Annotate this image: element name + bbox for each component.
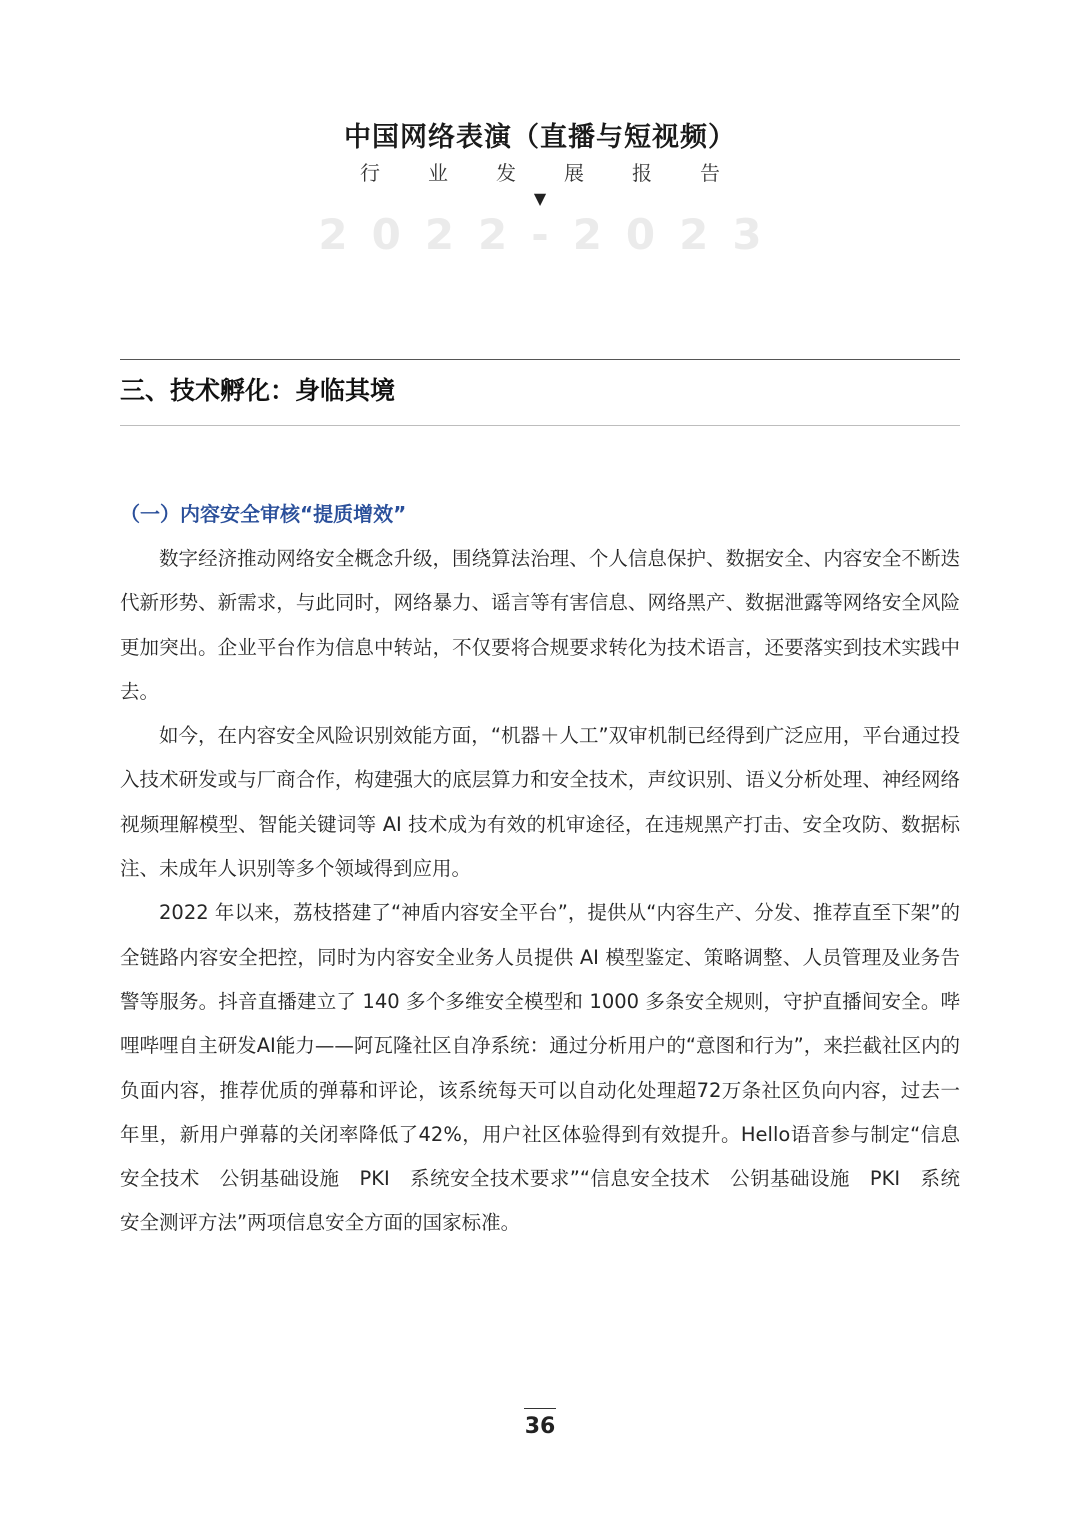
report-year: 2022-2023 [318,210,786,259]
report-header [0,118,1080,260]
down-triangle-icon: ▼ [533,189,547,208]
body-text [120,537,960,1246]
report-subtitle-char: 告 [700,161,720,185]
subsection-title: （一）内容安全审核“提质增效” [120,502,407,526]
report-subtitle-char: 报 [632,161,652,185]
report-subtitle [360,158,720,188]
paragraph: 如今，在内容安全风险识别效能方面，“机器＋人工”双审机制已经得到广泛应用，平台通过投入技术研发或与厂商合作，构建强大的底层算力和安全技术，声纹识别、语义分析处理、神经网络视频理解模型、智能关键词等 AI 技术成为有效的机审途径，在违规黑产打击、安全攻防、数据标注、未成年人识别等多个领域得到应用。 [120,724,960,881]
report-subtitle-char: 展 [564,161,584,185]
paragraph: 数字经济推动网络安全概念升级，围绕算法治理、个人信息保护、数据安全、内容安全不断迭代新形势、新需求，与此同时，网络暴力、谣言等有害信息、网络黑产、数据泄露等网络安全风险更加突出。企业平台作为信息中转站，不仅要将合规要求转化为技术语言，还要落实到技术实践中去。 [120,547,960,703]
report-subtitle-char: 发 [496,161,516,185]
report-subtitle-char: 行 [360,161,380,185]
paragraph: 2022 年以来，荔枝搭建了“神盾内容安全平台”，提供从“内容生产、分发、推荐直至下架”的全链路内容安全把控，同时为内容安全业务人员提供 AI 模型鉴定、策略调整、人员管理及业务告警等服务。抖音直播建立了 140 多个多维安全模型和 1000 多条安全规则，守护直播间安全。哔哩哔哩自主研发AI能力——阿瓦隆社区自净系统：通过分析用户的“意图和行为”，来拦截社区内的负面内容，推荐优质的弹幕和评论，该系统每天可以自动化处理超72万条社区负向内容，过去一年里，新用户弹幕的关闭率降低了42%，用户社区体验得到有效提升。Hello语音参与制定“信息安全技术 公钥基础设施 PKI 系统安全技术要求”“信息安全技术 公钥基础设施 PKI 系统安全测评方法”两项信息安全方面的国家标准。 [120,901,960,1235]
page-number: 36 [524,1414,556,1439]
page-number-divider [524,1408,556,1409]
report-subtitle-char: 业 [428,161,448,185]
section-top-divider [120,359,960,360]
report-title: 中国网络表演（直播与短视频） [344,122,736,153]
section-bottom-divider [120,425,960,426]
section-title: 三、技术孵化：身临其境 [120,376,396,405]
